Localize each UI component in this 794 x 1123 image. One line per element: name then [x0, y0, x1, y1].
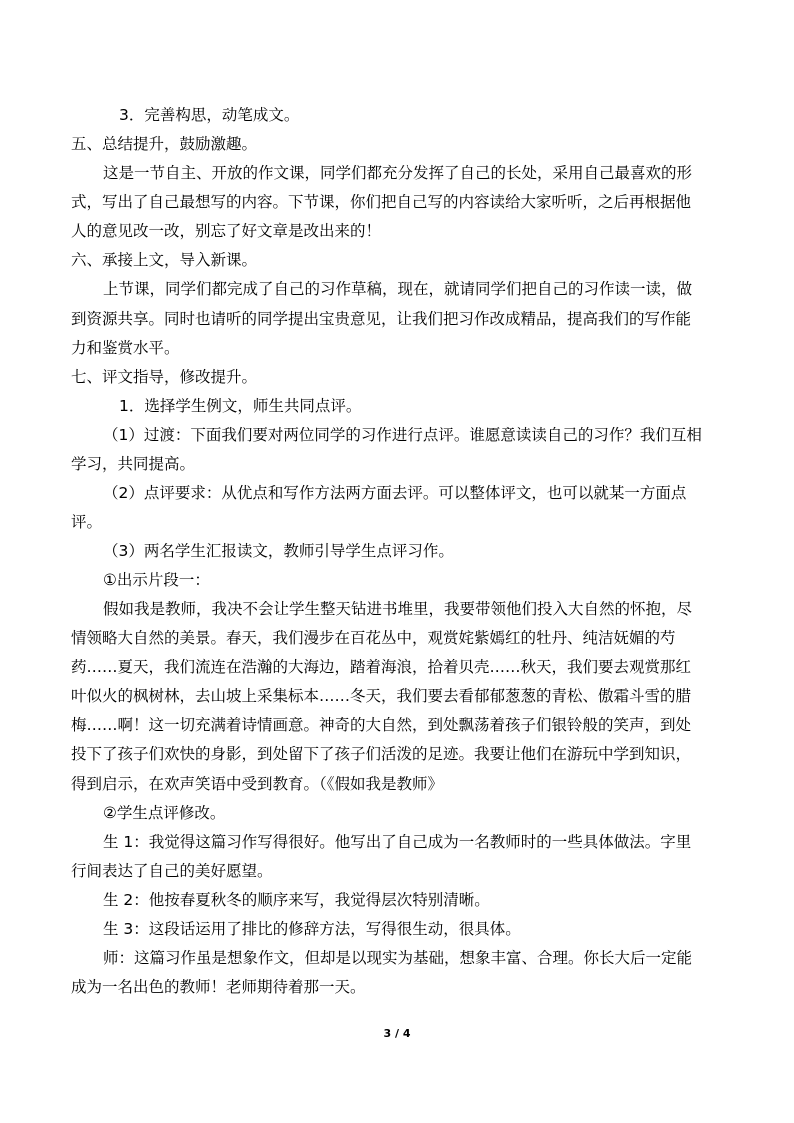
- text-line: 情领略大自然的美景。春天，我们漫步在百花丛中，观赏姹紫嫣红的牡丹、纯洁妩媚的芍: [71, 629, 676, 647]
- section-heading: 七、评文指导，修改提升。: [71, 368, 258, 386]
- text-line: 生 1：我觉得这篇习作写得很好。他写出了自己成为一名教师时的一些具体做法。字里: [103, 833, 692, 851]
- text-line: 成为一名出色的教师！老师期待着那一天。: [71, 978, 366, 996]
- text-line: 得到启示，在欢声笑语中受到教育。（《假如我是教师》: [71, 775, 444, 793]
- text-line: 学习，共同提高。: [71, 455, 196, 473]
- text-line: 投下了孩子们欢快的身影，到处留下了孩子们活泼的足迹。我要让他们在游玩中学到知识，: [71, 745, 692, 763]
- text-line: 假如我是教师，我决不会让学生整天钻进书堆里，我要带领他们投入大自然的怀抱，尽: [103, 600, 693, 618]
- text-line: 上节课，同学们都完成了自己的习作草稿，现在，就请同学们把自己的习作读一读，做: [103, 280, 693, 298]
- text-line: ②学生点评修改。: [103, 804, 226, 822]
- text-line: 师：这篇习作虽是想象作文，但却是以现实为基础，想象丰富、合理。你长大后一定能: [103, 949, 693, 967]
- text-line: （2）点评要求：从优点和写作方法两方面去评。可以整体评文，也可以就某一方面点: [103, 484, 687, 502]
- page-number: 3 / 4: [383, 1027, 411, 1040]
- text-line: （1）过渡：下面我们要对两位同学的习作进行点评。谁愿意读读自己的习作？我们互相: [103, 426, 702, 444]
- text-line: 评。: [71, 513, 103, 531]
- text-line: 这是一节自主、开放的作文课，同学们都充分发挥了自己的长处，采用自己最喜欢的形: [103, 164, 693, 182]
- section-heading: 五、总结提升，鼓励激趣。: [71, 135, 258, 153]
- text-line: 叶似火的枫树林，去山坡上采集标本……冬天，我们要去看郁郁葱葱的青松、傲霜斗雪的腊: [71, 687, 692, 705]
- text-line: 行间表达了自己的美好愿望。: [71, 862, 273, 880]
- text-line: 式，写出了自己最想写的内容。下节课，你们把自己写的内容读给大家听听，之后再根据他: [71, 193, 692, 211]
- text-line: 力和鉴赏水平。: [71, 339, 180, 357]
- text-line: 生 3：这段话运用了排比的修辞方法，写得很生动，很具体。: [103, 920, 521, 938]
- text-line: （3）两名学生汇报读文，教师引导学生点评习作。: [103, 542, 454, 560]
- text-line: ①出示片段一：: [103, 571, 210, 589]
- text-line: 生 2：他按春夏秋冬的顺序来写，我觉得层次特别清晰。: [103, 891, 490, 909]
- text-line: 药……夏天，我们流连在浩瀚的大海边，踏着海浪，拾着贝壳……秋天，我们要去观赏那红: [71, 658, 692, 676]
- text-line: 人的意见改一改，别忘了好文章是改出来的！: [71, 222, 382, 240]
- text-line: 梅……啊！这一切充满着诗情画意。神奇的大自然，到处飘荡着孩子们银铃般的笑声，到处: [71, 716, 692, 734]
- text-line: 到资源共享。同时也请听的同学提出宝贵意见，让我们把习作改成精品，提高我们的写作能: [71, 310, 692, 328]
- text-line: 3．完善构思，动笔成文。: [119, 106, 300, 124]
- text-line: 1．选择学生例文，师生共同点评。: [119, 397, 362, 415]
- section-heading: 六、承接上文，导入新课。: [71, 251, 258, 269]
